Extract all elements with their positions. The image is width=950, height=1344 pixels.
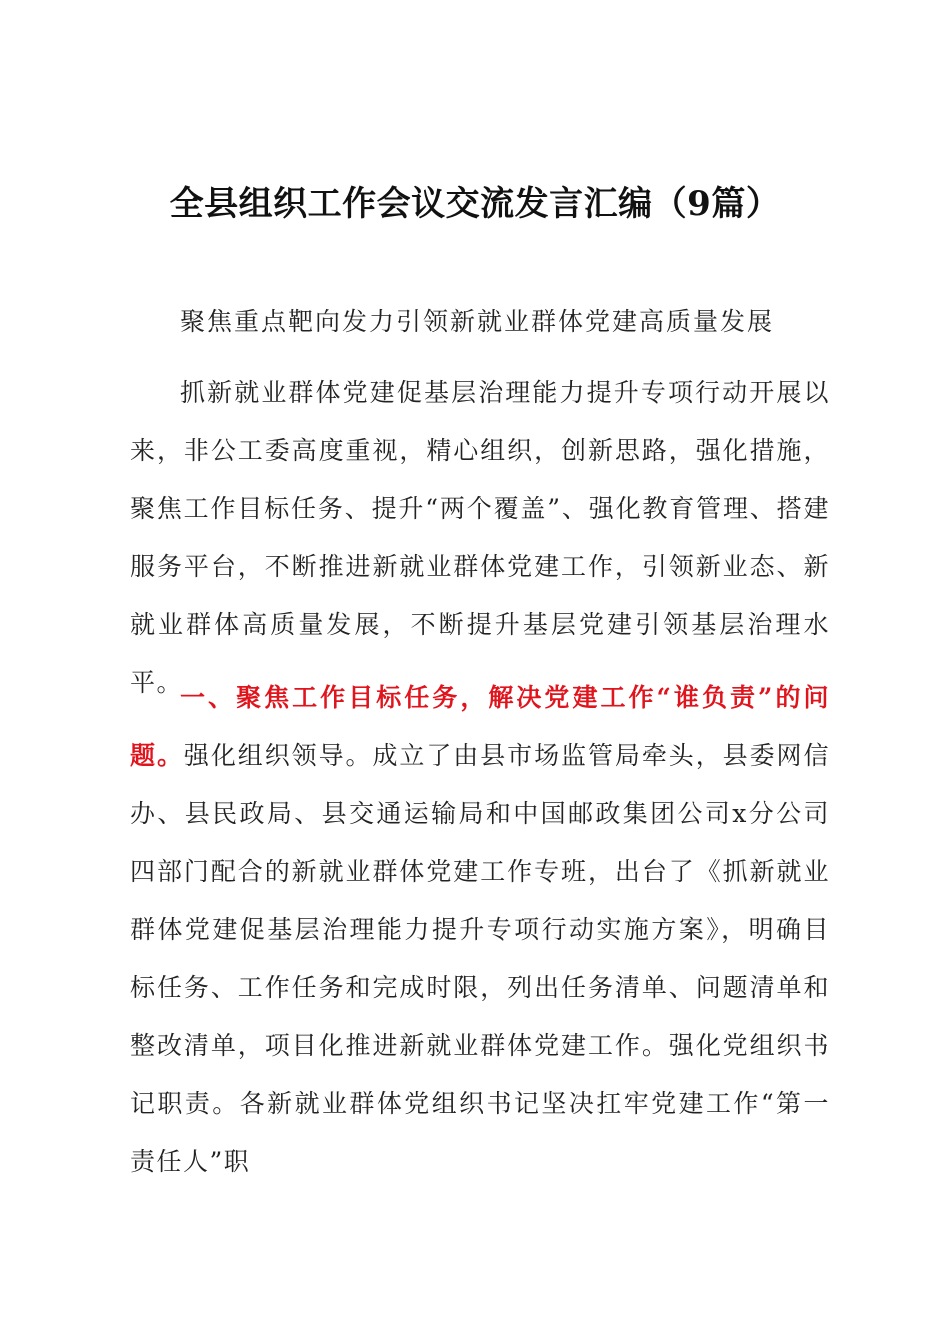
section-heading: 一、聚焦工作目标任务，解决党建工作“谁负责”的问题。 (130, 683, 830, 770)
paragraph-intro: 抓新就业群体党建促基层治理能力提升专项行动开展以来，非公工委高度重视，精心组织，创新思路，强化措施，聚焦工作目标任务、提升“两个覆盖”、强化教育管理、搭建服务平台，不断推进新就业群体党建工作，引领新业态、新就业群体高质量发展，不断提升基层党建引领基层治理水平。 (130, 378, 830, 697)
document-title: 全县组织工作会议交流发言汇编（9篇） (169, 184, 781, 224)
document-subtitle: 聚焦重点靶向发力引领新就业群体党建高质量发展 (180, 307, 775, 336)
paragraph-section-one (130, 669, 830, 1191)
section-body: 强化组织领导。成立了由县市场监管局牵头，县委网信办、县民政局、县交通运输局和中国邮政集团公司x分公司四部门配合的新就业群体党建工作专班，出台了《抓新就业群体党建促基层治理能力提升专项行动实施方案》，明确目标任务、工作任务和完成时限，列出任务清单、问题清单和整改清单，项目化推进新就业群体党建工作。强化党组织书记职责。各新就业群体党组织书记坚决扛牢党建工作“第一责任人”职 (130, 741, 830, 1176)
